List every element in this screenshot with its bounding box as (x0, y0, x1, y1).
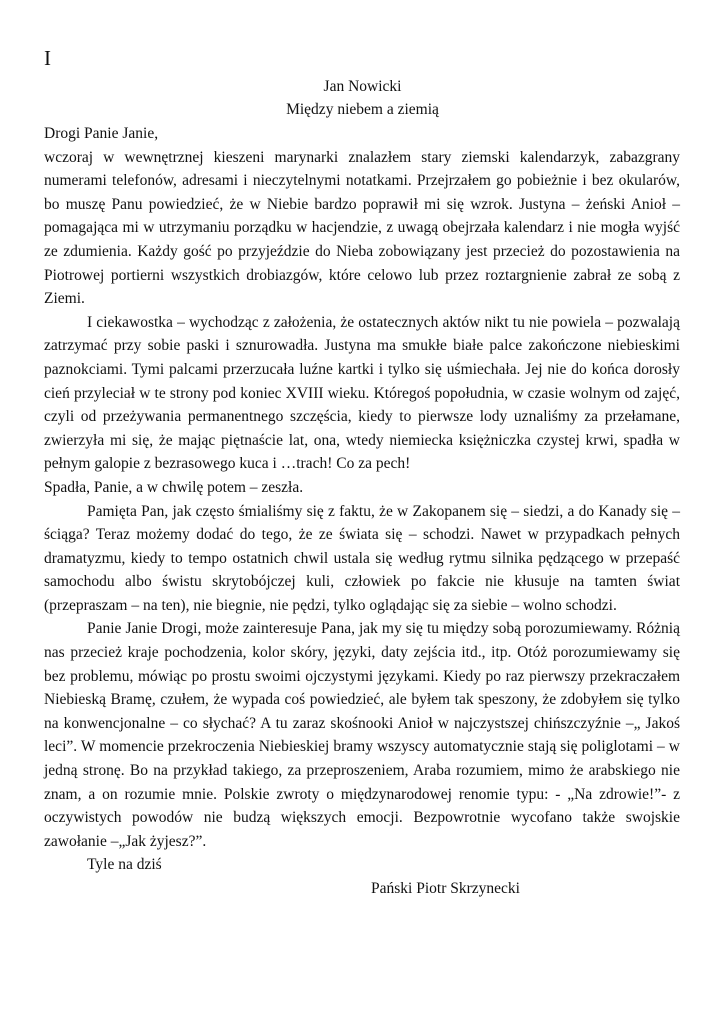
closing: Tyle na dziś (87, 856, 162, 874)
paragraph: Pamięta Pan, jak często śmialiśmy się z faktu, że w Zakopanem się – siedzi, a do Kanady się – ściąga? Teraz możemy dodać do tego, że ze świata się – schodzi. Nawet w przypadkach pełnych dramatyzmu, kiedy to tempo ostatnich chwil ustala się według rytmu silnika pędzącego w przepaść samochodu albo świstu skrytobójczej kuli, człowiek po fakcie nie kłusuje na tamten świat (przepraszam – na ten), nie biegnie, nie pędzi, tylko oglądając się za siebie – wolno schodzi. (44, 502, 680, 614)
paragraph: Panie Janie Drogi, może zainteresuje Pana, jak my się tu między sobą porozumiewamy. Różnią nas przecież kraje pochodzenia, kolor skóry, języki, daty zejścia itd., itp. Otóż porozumiewamy się bez problemu, mówiąc po prostu swoimi ojczystymi językami. Kiedy po raz pierwszy przekraczałem Niebieską Bramę, czułem, że wypada coś powiedzieć, ale byłem tak speszony, że zdobyłem się tylko na konwencjonalne – co słychać? A tu zaraz skośnooki Anioł w najczystszej chińszczyźnie –„ Jakoś leci”. W momencie przekroczenia Niebieskiej bramy wszyscy automatycznie stają się poliglotami – w jedną stronę. Bo na przykład takiego, za przeproszeniem, Araba rozumiem, mimo że arabskiego nie znam, a on rozumie mnie. Polskie zwroty o międzynarodowej renomie typu: - „Na zdrowie!”- z oczywistych powodów nie budzą większych emocji. Bezpowrotnie wycofano także swojskie zawołanie –„Jak żyjesz?”. (44, 620, 680, 850)
paragraph: wczoraj w wewnętrznej kieszeni marynarki znalazłem stary ziemski kalendarzyk, zabazgrany numerami telefonów, adresami i nieczytelnymi notatkami. Przejrzałem go pobieżnie i bez okularów, bo muszę Panu powiedzieć, że w Niebie bardzo poprawił mi się wzrok. Justyna – żeński Anioł – pomagająca mi w utrzymaniu porządku w hacjendzie, z uwagą obejrzała kalendarz i nie mogła wyjść ze zdumienia. Każdy gość po przyjeździe do Nieba zobowiązany jest przecież do pozostawienia na Piotrowej portierni wszystkich drobiazgów, które celowo lub przez roztargnienie zabrał ze sobą z Ziemi. (44, 148, 680, 308)
author-name: Jan Nowicki (323, 78, 402, 95)
section-number: I (44, 46, 51, 70)
paragraph: I ciekawostka – wychodząc z założenia, że ostatecznych aktów nikt tu nie powiela – pozwalają zatrzymać przy sobie paski i sznurowadła. Justyna ma smukłe białe palce zakończone niebieskimi paznokciami. Tymi palcami przerzucała luźne kartki i tylko się uśmiechała. Jej nie do końca dorosły cień przyleciał w te strony pod koniec XVIII wieku. Któregoś popołudnia, w czasie wolnym od zajęć, czyli od przeżywania permanentnego szczęścia, kiedy to pierwsze lody uznaliśmy za przełamane, zwierzyła mi się, że mając piętnaście lat, ona, wtedy niemiecka księżniczka czystej krwi, spadła w pełnym galopie z bezrasowego kuca i …trach! Co za pech! (44, 313, 680, 473)
document-title: Między niebem a ziemią (286, 101, 439, 118)
letter-body (44, 122, 680, 901)
paragraph: Spadła, Panie, a w chwilę potem – zeszła. (44, 478, 304, 496)
greeting: Drogi Panie Janie, (44, 125, 159, 142)
signature: Pański Piotr Skrzynecki (371, 880, 520, 897)
